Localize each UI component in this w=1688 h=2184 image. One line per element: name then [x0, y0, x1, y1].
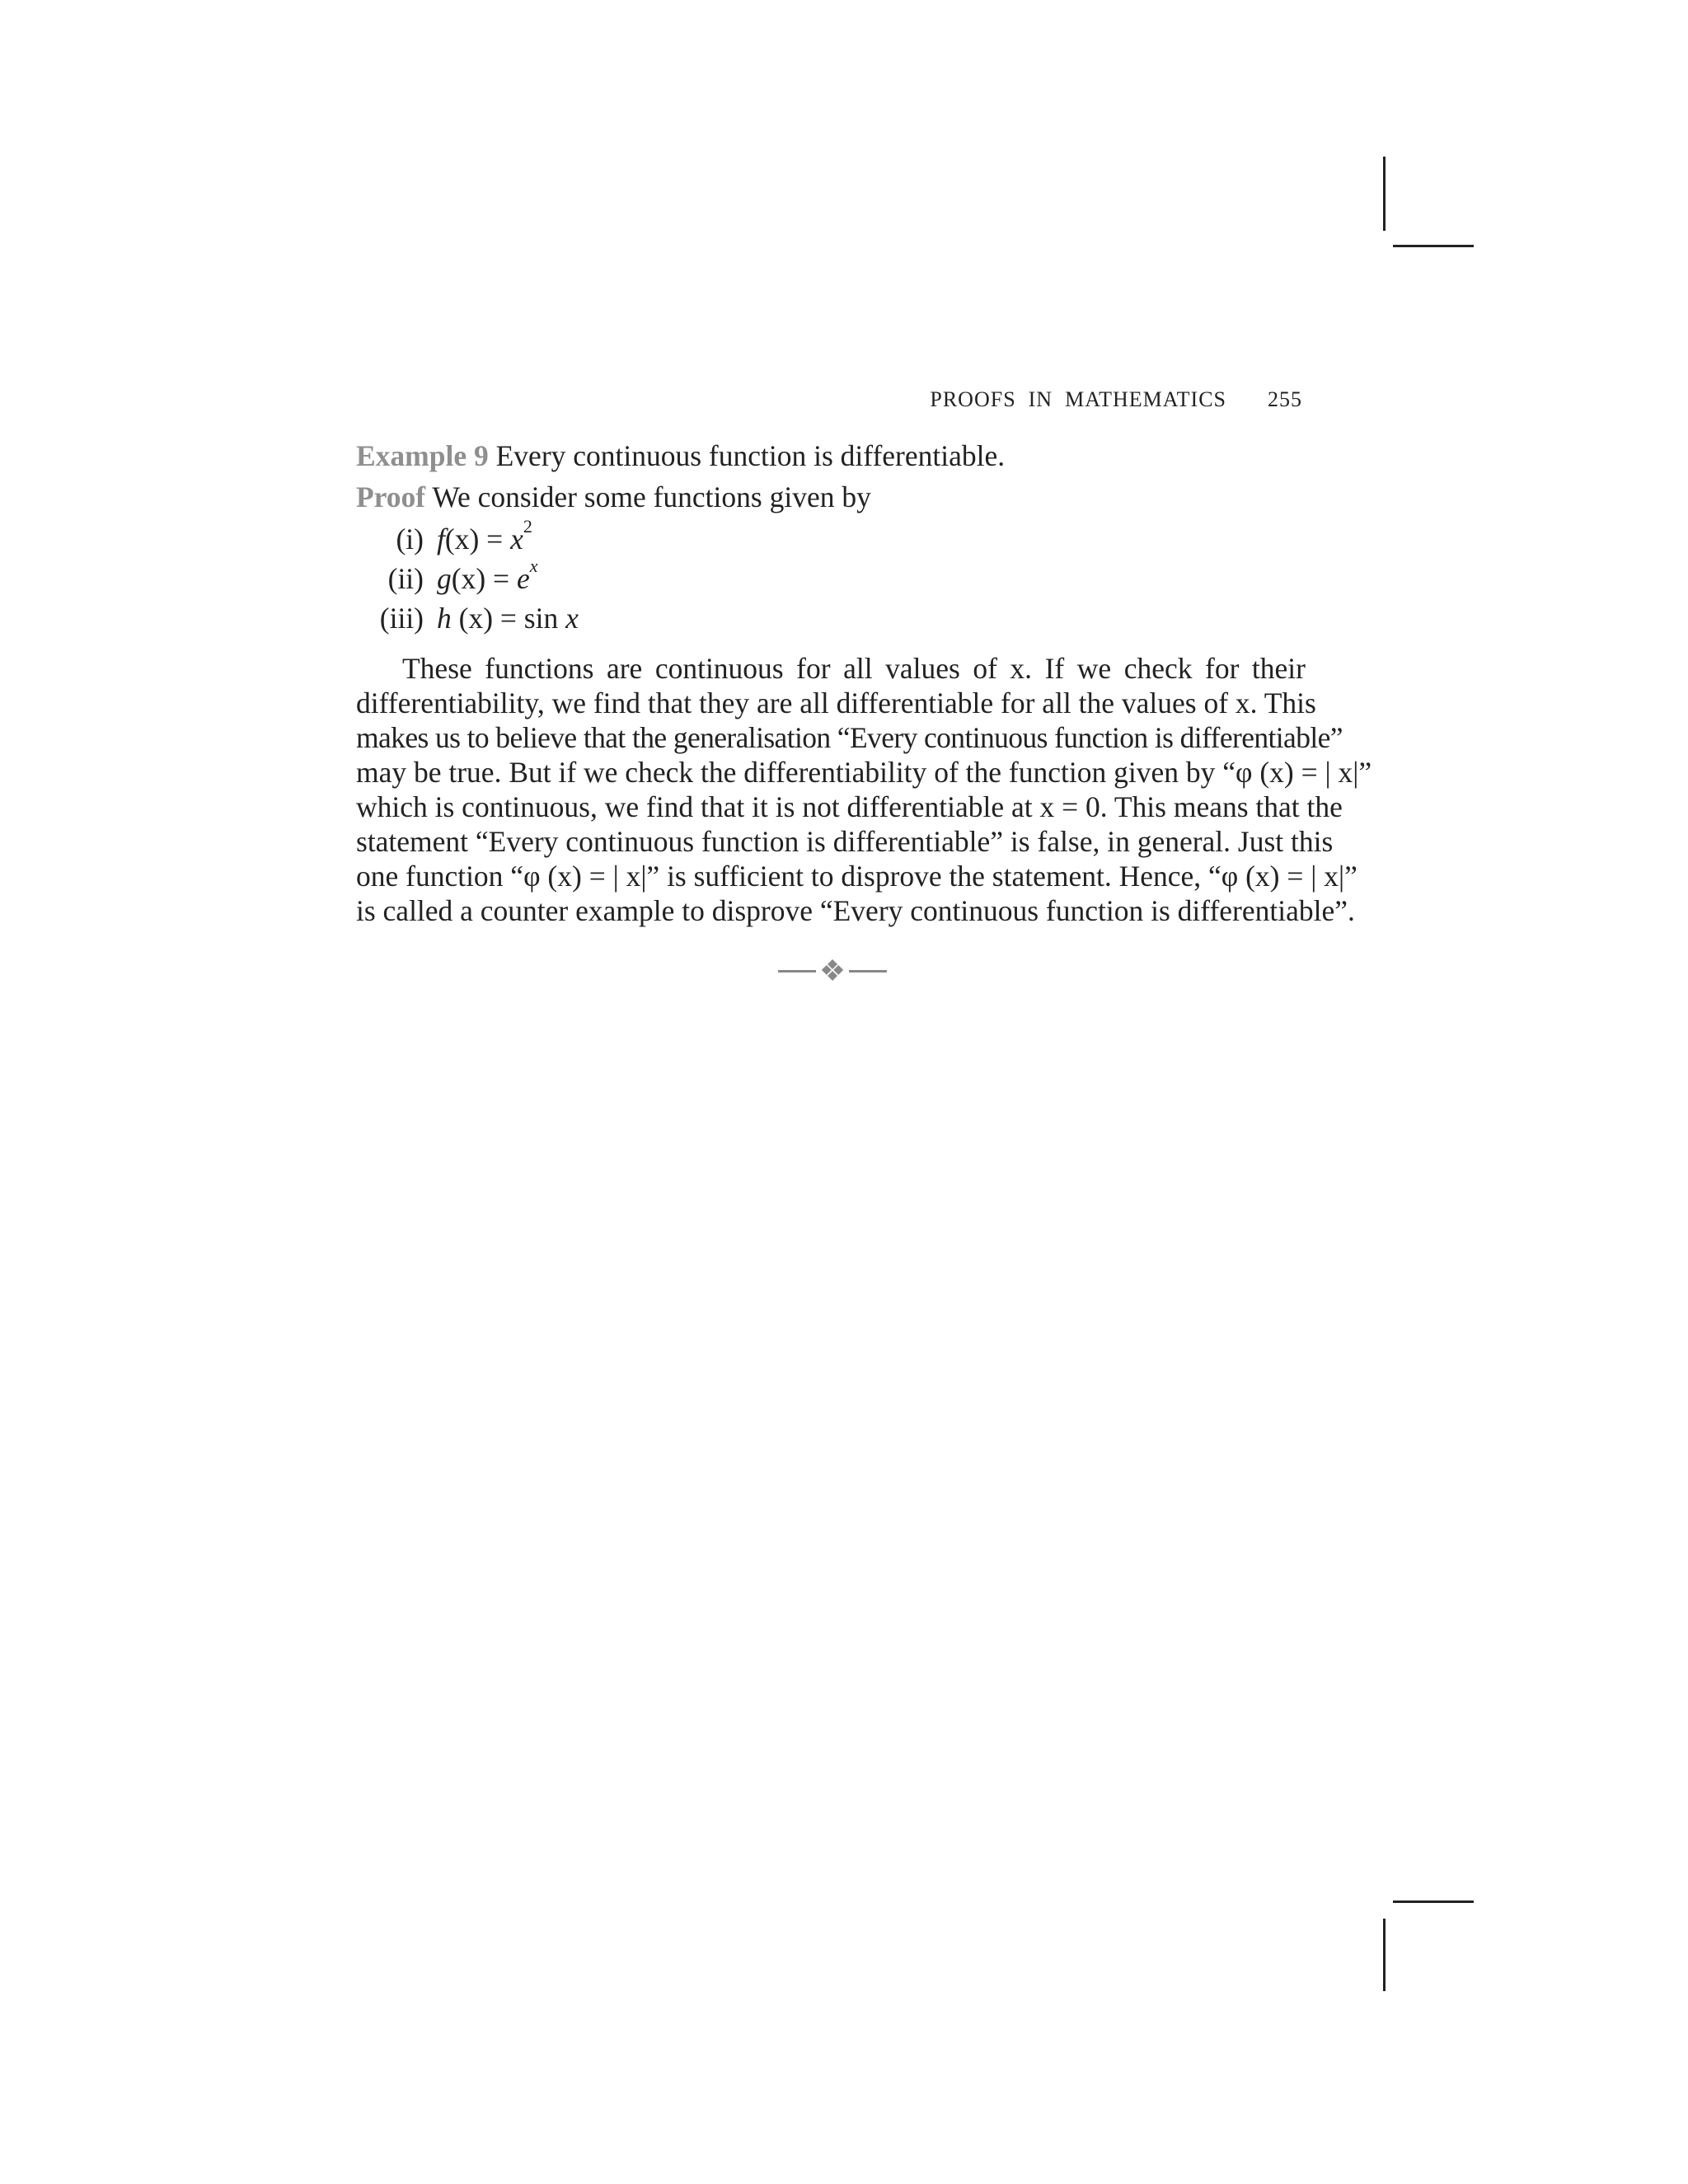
- proof-label: Proof: [356, 480, 426, 513]
- crop-mark-bottom-horizontal: [1393, 1900, 1474, 1903]
- paragraph-line: makes us to believe that the generalisation “Every continuous function is differentiable”: [356, 721, 1343, 754]
- example-line: [356, 438, 1306, 473]
- paragraph-line: one function “φ (x) = | x|” is sufficient to disprove the statement. Hence, “φ (x) = | x|”: [356, 860, 1357, 893]
- page-number: 255: [1268, 387, 1302, 411]
- crop-mark-top-horizontal: [1393, 245, 1474, 247]
- equals: =: [479, 523, 511, 555]
- item-number: (iii): [379, 602, 424, 635]
- body-paragraph: [356, 651, 1372, 928]
- ornament-dash-right: [849, 970, 887, 972]
- paragraph-line: statement “Every continuous function is differentiable” is false, in general. Just this: [356, 825, 1334, 858]
- page-content: [356, 438, 1372, 928]
- list-item: [356, 516, 1306, 559]
- proof-line: [356, 480, 1306, 514]
- function-name: g: [437, 562, 452, 595]
- function-name: f: [437, 523, 445, 555]
- example-label: Example 9: [356, 439, 489, 472]
- ornament-diamond-icon: ❖: [818, 954, 846, 987]
- exponent: 2: [523, 516, 532, 537]
- proof-intro: We consider some functions given by: [432, 480, 871, 513]
- crop-mark-bottom-vertical: [1383, 1919, 1386, 1991]
- equals: = sin: [493, 602, 566, 635]
- equals: =: [485, 562, 517, 595]
- function-list: [356, 516, 1306, 638]
- section-end-ornament: [775, 956, 890, 986]
- paragraph-line: differentiability, we find that they are all differentiable for all the values of x. This: [356, 687, 1316, 719]
- paragraph-line: is called a counter example to disprove “Every continuous function is differentiable”.: [356, 894, 1355, 927]
- paragraph-line: These functions are continuous for all values of x. If we check for their: [402, 652, 1306, 685]
- example-statement: Every continuous function is differentiable.: [495, 439, 1006, 472]
- list-item: [356, 555, 1306, 598]
- list-item: [356, 598, 1306, 638]
- exponent: x: [529, 555, 538, 577]
- item-number: (i): [396, 523, 424, 555]
- running-header: [354, 387, 1302, 412]
- function-arg: (x): [451, 562, 486, 595]
- function-arg: (x): [451, 602, 494, 635]
- crop-mark-top-vertical: [1383, 157, 1386, 231]
- function-rhs: x: [565, 602, 579, 635]
- function-arg: (x): [444, 523, 480, 555]
- function-rhs: x: [510, 523, 523, 555]
- function-name: h: [437, 602, 452, 635]
- paragraph-line: which is continuous, we find that it is not differentiable at x = 0. This means that the: [356, 790, 1343, 823]
- function-rhs: e: [516, 562, 530, 595]
- item-number: (ii): [387, 562, 424, 595]
- ornament-dash-left: [778, 970, 816, 972]
- running-title: PROOFS IN MATHEMATICS: [930, 387, 1226, 411]
- paragraph-line: may be true. But if we check the differentiability of the function given by “φ (x) = | x|”: [356, 756, 1372, 789]
